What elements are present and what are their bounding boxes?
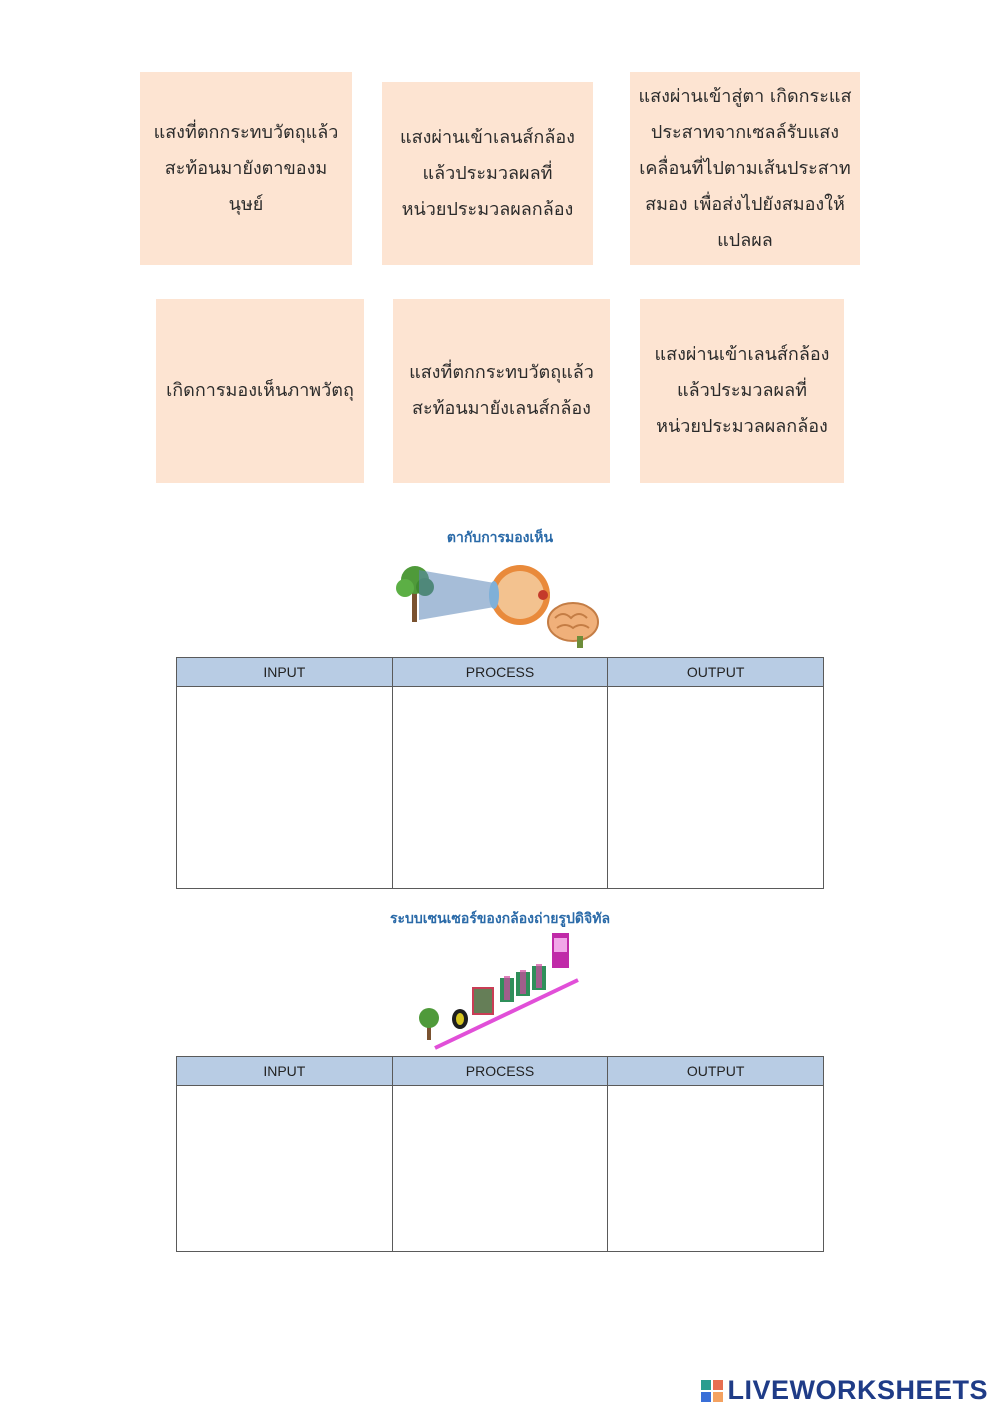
eye-icon: [489, 565, 550, 625]
card-text: แสงผ่านเข้าเลนส์กล้อง แล้วประมวลผลที่ หน่วยประมวลผลกล้อง: [400, 126, 575, 220]
card-text: แสงผ่านเข้าสู่ตา เกิดกระแส ประสาทจากเซลล์รับแสง เคลื่อนที่ไปตามเส้นประสาท สมอง เพื่อส่งไปยังสมองให้ แปลผล: [638, 85, 852, 251]
process-drop-zone[interactable]: [392, 1086, 608, 1252]
output-drop-zone[interactable]: [608, 687, 824, 889]
tree-icon: [419, 1008, 439, 1040]
answer-card[interactable]: [156, 299, 364, 483]
ipo-table-eye: [176, 657, 824, 889]
header-output: OUTPUT: [608, 1057, 824, 1086]
camera-figure: [410, 930, 590, 1055]
brand-text: LIVEWORKSHEETS: [727, 1375, 988, 1405]
eye-figure: [395, 550, 605, 650]
answer-card[interactable]: [630, 72, 860, 265]
header-process: PROCESS: [392, 658, 608, 687]
answer-card[interactable]: [140, 72, 352, 265]
brain-icon: [548, 603, 598, 648]
output-drop-zone[interactable]: [608, 1086, 824, 1252]
card-text: แสงที่ตกกระทบวัตถุแล้ว สะท้อนมายังตาของมนุษย์: [153, 121, 339, 215]
answer-card[interactable]: [393, 299, 610, 483]
sensor-icon: [472, 964, 546, 1015]
answer-card[interactable]: [382, 82, 593, 265]
liveworksheets-logo-icon: [701, 1380, 723, 1402]
header-process: PROCESS: [392, 1057, 608, 1086]
header-input: INPUT: [177, 658, 393, 687]
process-drop-zone[interactable]: [392, 687, 608, 889]
eye-figure-caption: ตากับการมองเห็น: [446, 530, 554, 546]
camera-figure-caption: ระบบเซนเซอร์ของกล้องถ่ายรูปดิจิทัล: [389, 911, 611, 927]
card-text: แสงที่ตกกระทบวัตถุแล้ว สะท้อนมายังเลนส์กล้อง: [409, 362, 594, 419]
answer-card[interactable]: [640, 299, 844, 483]
card-text: เกิดการมองเห็นภาพวัตถุ: [166, 380, 354, 401]
liveworksheets-brand: [701, 1375, 988, 1406]
header-output: OUTPUT: [608, 658, 824, 687]
input-drop-zone[interactable]: [177, 1086, 393, 1252]
input-drop-zone[interactable]: [177, 687, 393, 889]
header-input: INPUT: [177, 1057, 393, 1086]
memory-card-icon: [552, 933, 569, 968]
card-text: แสงผ่านเข้าเลนส์กล้อง แล้วประมวลผลที่ หน่วยประมวลผลกล้อง: [654, 344, 830, 437]
lens-icon: [452, 1009, 468, 1029]
ipo-table-camera: [176, 1056, 824, 1252]
